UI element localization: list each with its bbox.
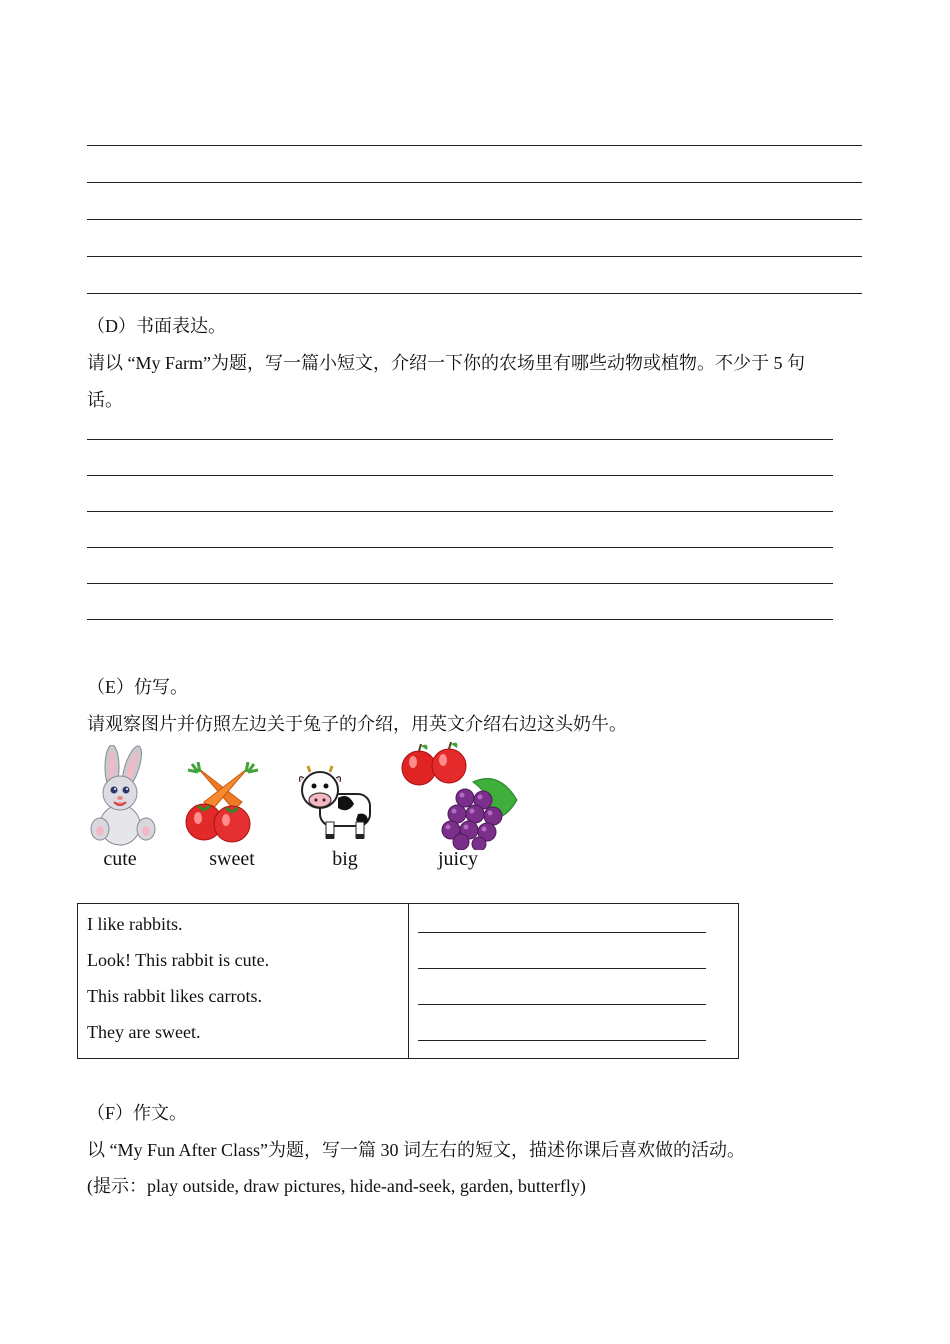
writing-line[interactable] — [87, 219, 862, 220]
writing-line[interactable] — [87, 439, 833, 440]
imitation-table — [77, 903, 739, 1059]
writing-line[interactable] — [87, 293, 862, 294]
writing-line[interactable] — [87, 256, 862, 257]
table-left-row: This rabbit likes carrots. — [87, 986, 262, 1006]
answer-blank[interactable] — [418, 932, 706, 933]
writing-line[interactable] — [87, 145, 862, 146]
writing-line[interactable] — [87, 583, 833, 584]
answer-blank[interactable] — [418, 1040, 706, 1041]
answer-blank[interactable] — [418, 968, 706, 969]
section-d-prompt: 请以 “My Farm”为题，写一篇小短文，介绍一下你的农场里有哪些动物或植物。不少于 5 句 — [87, 353, 805, 373]
section-d-heading: （D）书面表达。 — [87, 316, 226, 336]
table-left-row: I like rabbits. — [87, 914, 183, 934]
table-divider — [408, 904, 409, 1058]
apple-grape-illustration — [399, 742, 519, 850]
section-e-heading: （E）仿写。 — [87, 677, 188, 697]
caption-cute: cute — [103, 848, 137, 870]
caption-big: big — [332, 848, 358, 870]
caption-sweet: sweet — [209, 848, 255, 870]
caption-juicy: juicy — [438, 848, 478, 870]
section-f-hint: (提示：play outside, draw pictures, hide-and-seek, garden, butterfly) — [87, 1176, 586, 1196]
writing-line[interactable] — [87, 547, 833, 548]
writing-line[interactable] — [87, 182, 862, 183]
answer-blank[interactable] — [418, 1004, 706, 1005]
section-f-prompt: 以 “My Fun After Class”为题，写一篇 30 词左右的短文，描述你课后喜欢做的活动。 — [87, 1140, 745, 1160]
writing-line[interactable] — [87, 475, 833, 476]
table-left-row: Look! This rabbit is cute. — [87, 950, 270, 970]
writing-line[interactable] — [87, 619, 833, 620]
carrot-tomato-illustration — [184, 762, 262, 844]
writing-line[interactable] — [87, 511, 833, 512]
cow-illustration — [298, 764, 376, 840]
section-f-heading: （F）作文。 — [87, 1103, 188, 1123]
section-d-prompt-cont: 话。 — [87, 390, 123, 410]
rabbit-illustration — [86, 745, 158, 847]
table-left-row: They are sweet. — [87, 1022, 201, 1042]
section-e-prompt: 请观察图片并仿照左边关于兔子的介绍，用英文介绍右边这头奶牛。 — [87, 714, 627, 734]
